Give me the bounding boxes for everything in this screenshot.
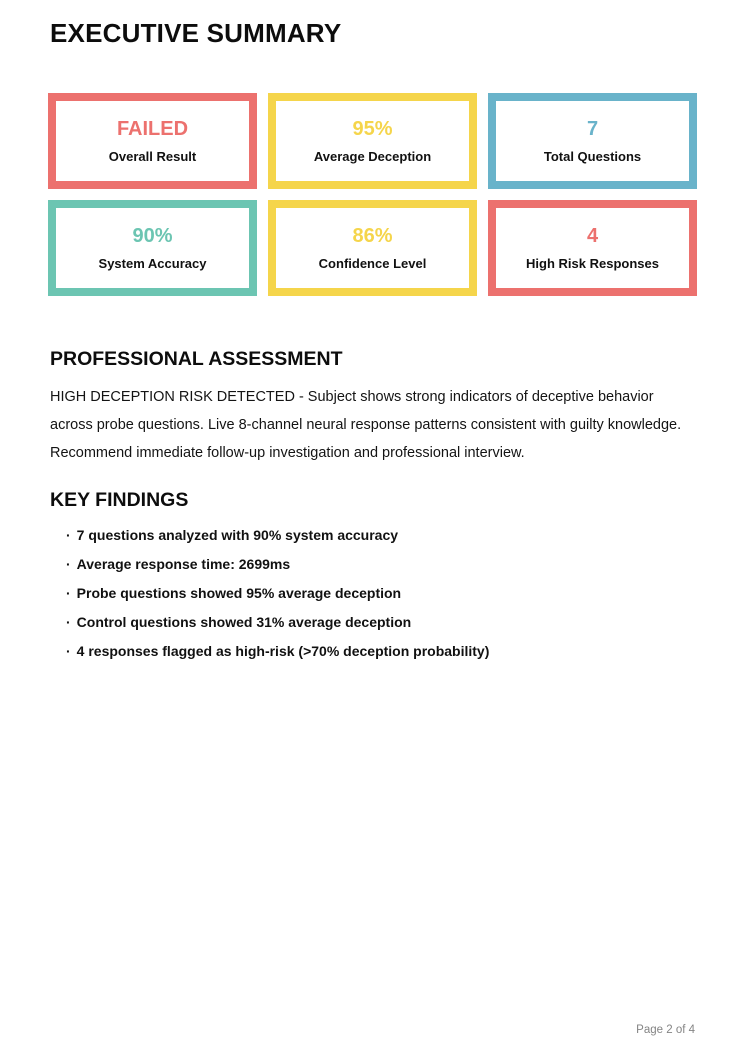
stat-value: 4 bbox=[586, 225, 599, 247]
stat-label: Overall Result bbox=[108, 149, 197, 164]
findings-section bbox=[50, 488, 697, 659]
stat-label: Total Questions bbox=[543, 149, 642, 164]
stat-value: 95% bbox=[352, 118, 393, 140]
finding-text: Average response time: 2699ms bbox=[76, 556, 291, 572]
assessment-section bbox=[50, 347, 697, 467]
finding-text: Probe questions showed 95% average deception bbox=[76, 585, 402, 601]
page-title: EXECUTIVE SUMMARY bbox=[50, 18, 342, 48]
finding-text: 4 responses flagged as high-risk (>70% deception probability) bbox=[76, 643, 490, 659]
stat-card-total-questions bbox=[488, 93, 697, 189]
findings-heading: KEY FINDINGS bbox=[50, 489, 189, 511]
stat-label: Average Deception bbox=[313, 149, 432, 164]
stat-card-overall-result bbox=[48, 93, 257, 189]
bullet-icon: · bbox=[66, 585, 71, 601]
stat-label: High Risk Responses bbox=[526, 256, 659, 271]
stat-card-system-accuracy bbox=[48, 200, 257, 296]
stat-value: 7 bbox=[586, 118, 599, 140]
stat-value: 90% bbox=[132, 225, 173, 247]
stat-card-high-risk-responses bbox=[488, 200, 697, 296]
stat-value: FAILED bbox=[116, 118, 189, 140]
bullet-icon: · bbox=[66, 556, 71, 572]
stat-card-average-deception bbox=[268, 93, 477, 189]
assessment-body: HIGH DECEPTION RISK DETECTED - Subject shows strong indicators of deceptive behavior across probe questions. Live 8-channel neural response patterns consistent with guilty knowledge. Recommend immediate follow-up investigation and professional interview. bbox=[50, 389, 682, 461]
finding-item bbox=[66, 556, 697, 572]
page-number: Page 2 of 4 bbox=[636, 1024, 695, 1036]
finding-text: 7 questions analyzed with 90% system accuracy bbox=[76, 527, 399, 543]
assessment-heading: PROFESSIONAL ASSESSMENT bbox=[50, 348, 343, 370]
finding-item bbox=[66, 614, 697, 630]
stats-grid bbox=[48, 93, 697, 296]
finding-item bbox=[66, 643, 697, 659]
report-page bbox=[0, 18, 743, 1062]
stat-label: System Accuracy bbox=[98, 256, 207, 271]
bullet-icon: · bbox=[66, 614, 71, 630]
findings-list bbox=[50, 527, 697, 659]
stat-label: Confidence Level bbox=[318, 256, 427, 271]
finding-item bbox=[66, 585, 697, 601]
finding-text: Control questions showed 31% average deception bbox=[76, 614, 412, 630]
stat-card-confidence-level bbox=[268, 200, 477, 296]
bullet-icon: · bbox=[66, 527, 71, 543]
bullet-icon: · bbox=[66, 643, 71, 659]
finding-item bbox=[66, 527, 697, 543]
stat-value: 86% bbox=[352, 225, 393, 247]
